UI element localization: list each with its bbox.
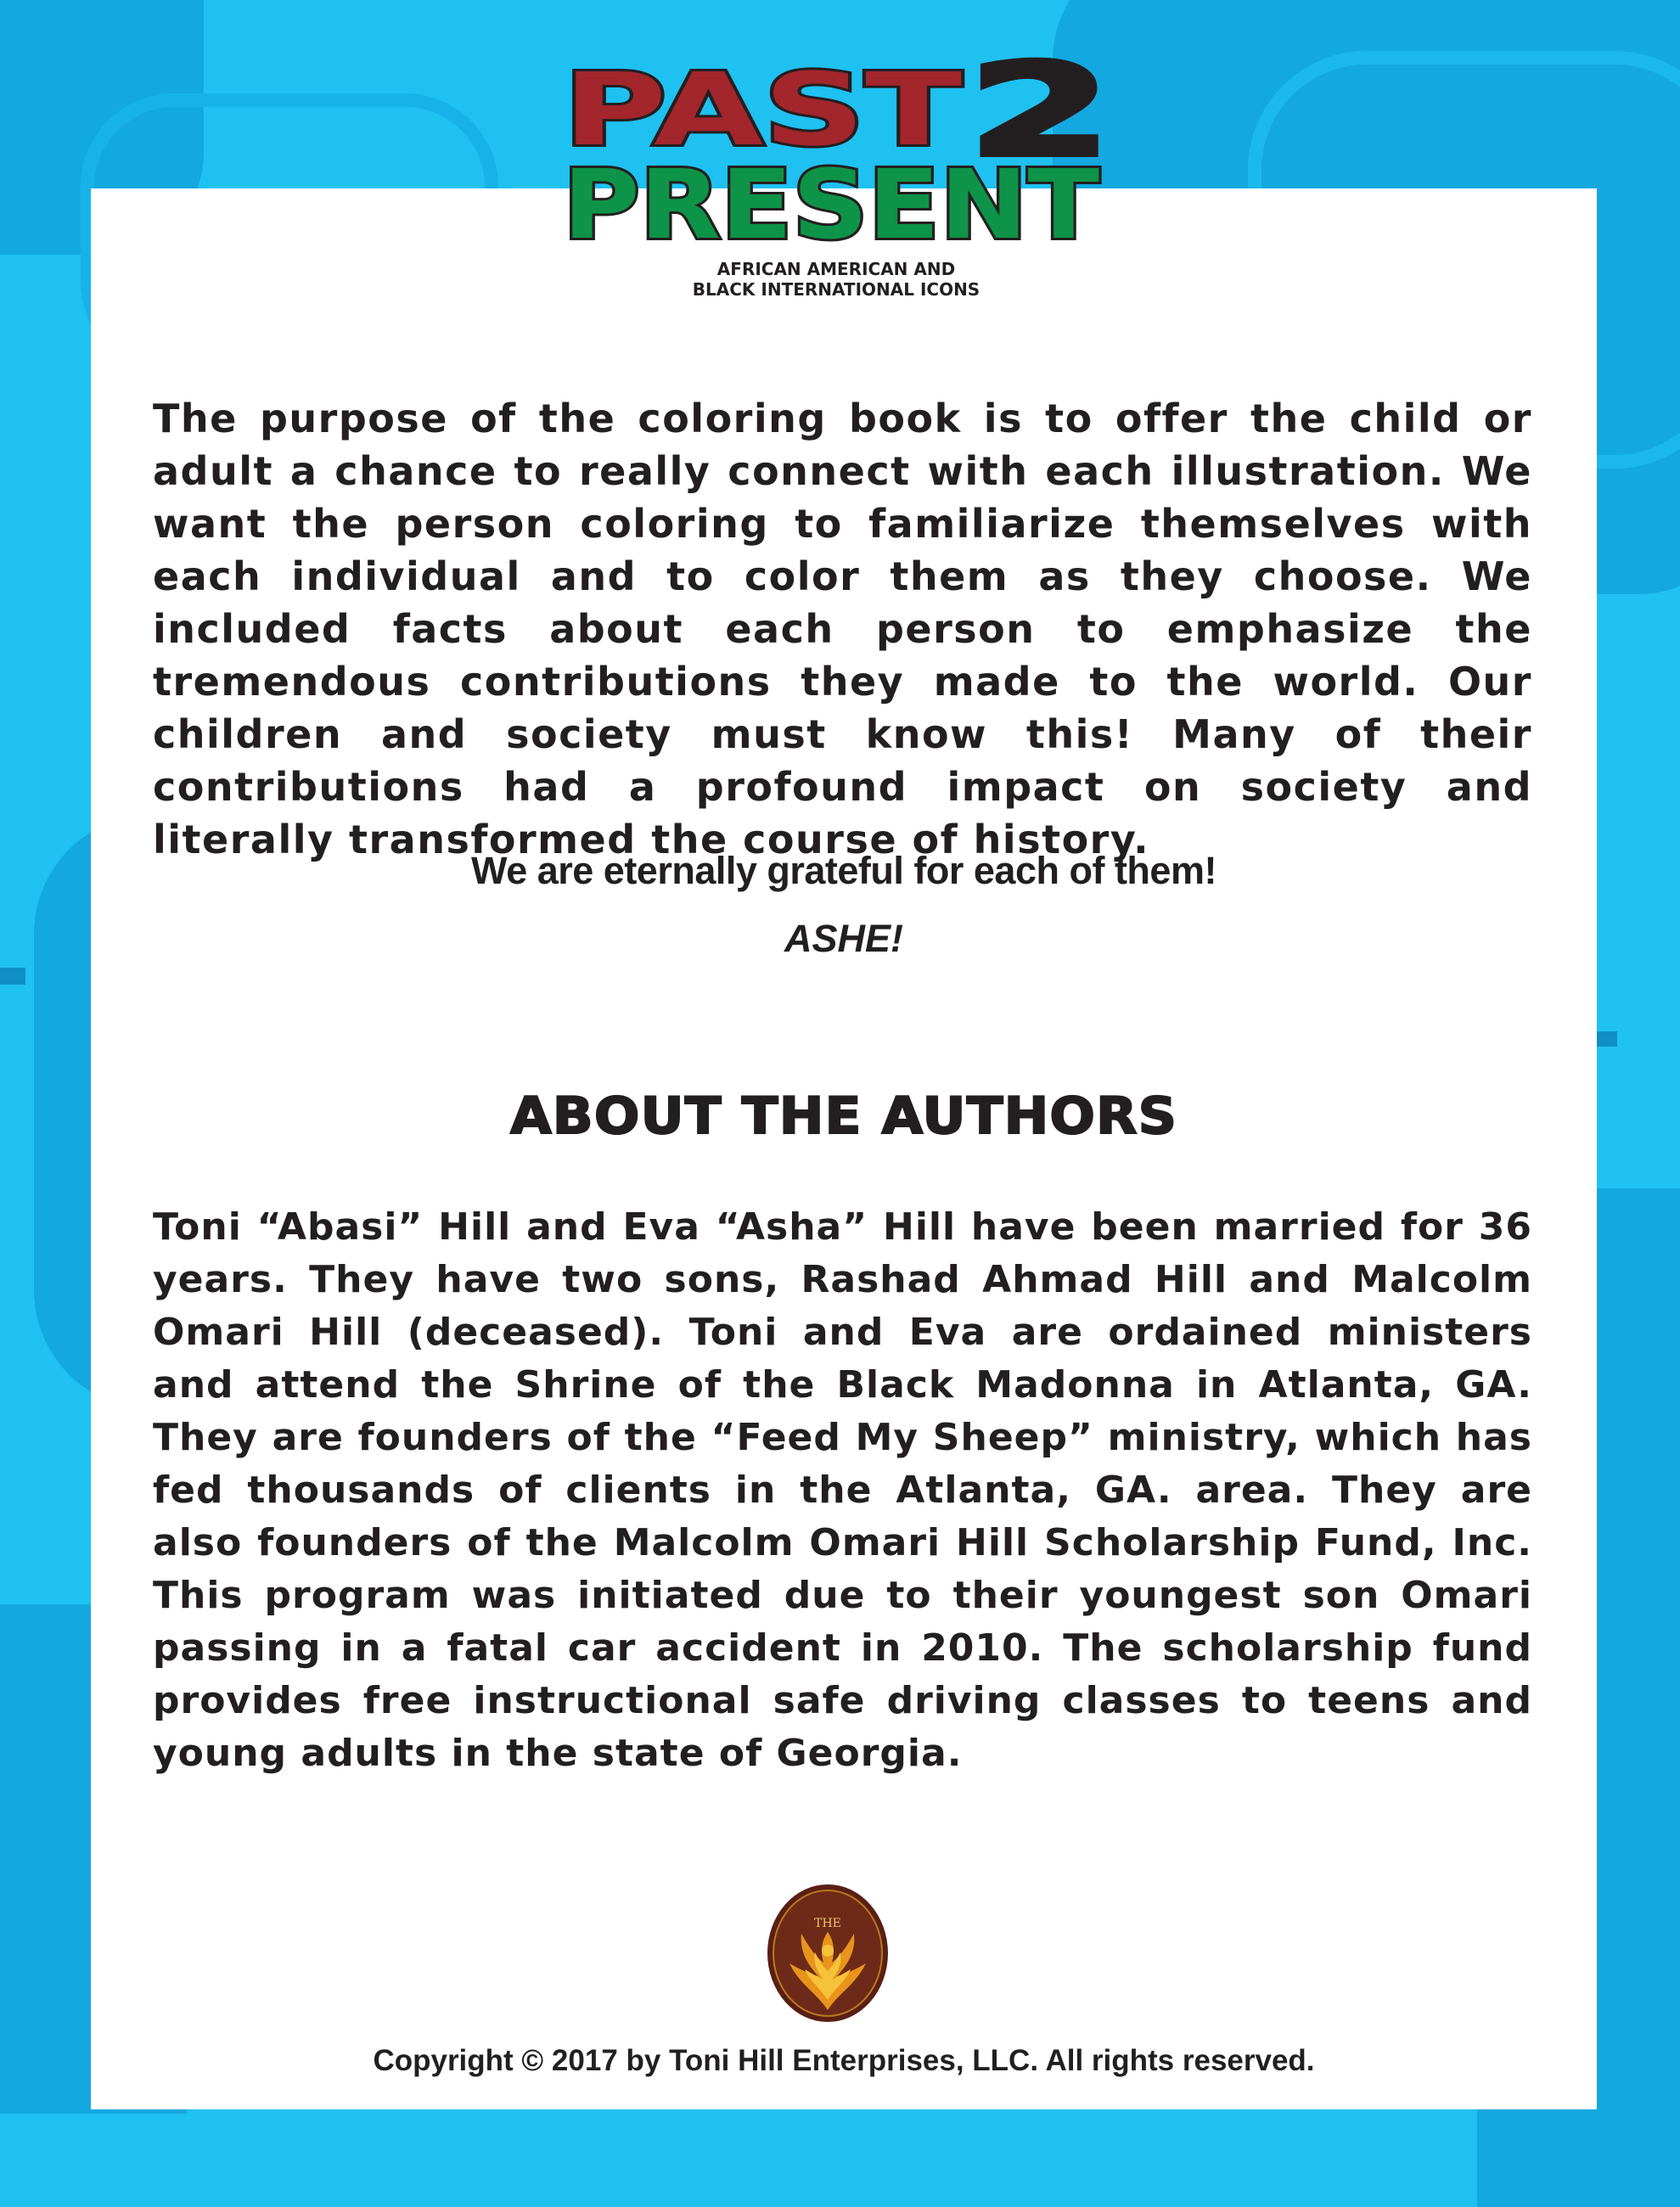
- grateful-line: We are eternally grateful for each of them!: [471, 849, 1216, 892]
- about-authors-heading: ABOUT THE AUTHORS: [509, 1087, 1178, 1146]
- logo-tagline-1: AFRICAN AMERICAN AND: [716, 259, 956, 279]
- background-shape: [0, 968, 25, 985]
- logo-present: PRESENT: [563, 150, 1099, 261]
- past-2-present-logo: [556, 53, 1116, 307]
- copyright-notice: Copyright © 2017 by Toni Hill Enterprises, LLC. All rights reserved.: [373, 2044, 1315, 2077]
- authors-paragraph: Toni “Abasi” Hill and Eva “Asha” Hill have been married for 36 years. They have two sons, Rashad Ahmad Hill and Malcolm Omari Hill (deceased). Toni and Eva are ordained ministers and attend the Shrine of the Black Madonna in Atlanta, GA. They are founders of the “Feed My Sheep” ministry, which has fed thousands of clients in the Atlanta, GA. area. They are also founders of the Malcolm Omari Hill Scholarship Fund, Inc. This program was initiated due to their youngest son Omari passing in a fatal car accident in 2010. The scholarship fund provides free instructional safe driving classes to teens and young adults in the state of Georgia.: [153, 1205, 1532, 1775]
- logo-number: 2: [968, 53, 1112, 185]
- logo-past: PAST: [563, 53, 962, 168]
- toni-hill-enterprises-emblem: [766, 1883, 890, 2024]
- ashe-line: ASHE!: [784, 917, 903, 960]
- purpose-paragraph: The purpose of the coloring book is to offer the child or adult a chance to really connect with each illustration. We want the person coloring to familiarize themselves with each individual and to color them as they choose. We included facts about each person to emphasize the tremendous contributions they made to the world. Our children and society must know this! Many of their contributions had a profound impact on society and literally transformed the course of history.: [153, 396, 1532, 862]
- logo-tagline-2: BLACK INTERNATIONAL ICONS: [692, 279, 980, 300]
- emblem-initials: THE: [814, 1917, 841, 1930]
